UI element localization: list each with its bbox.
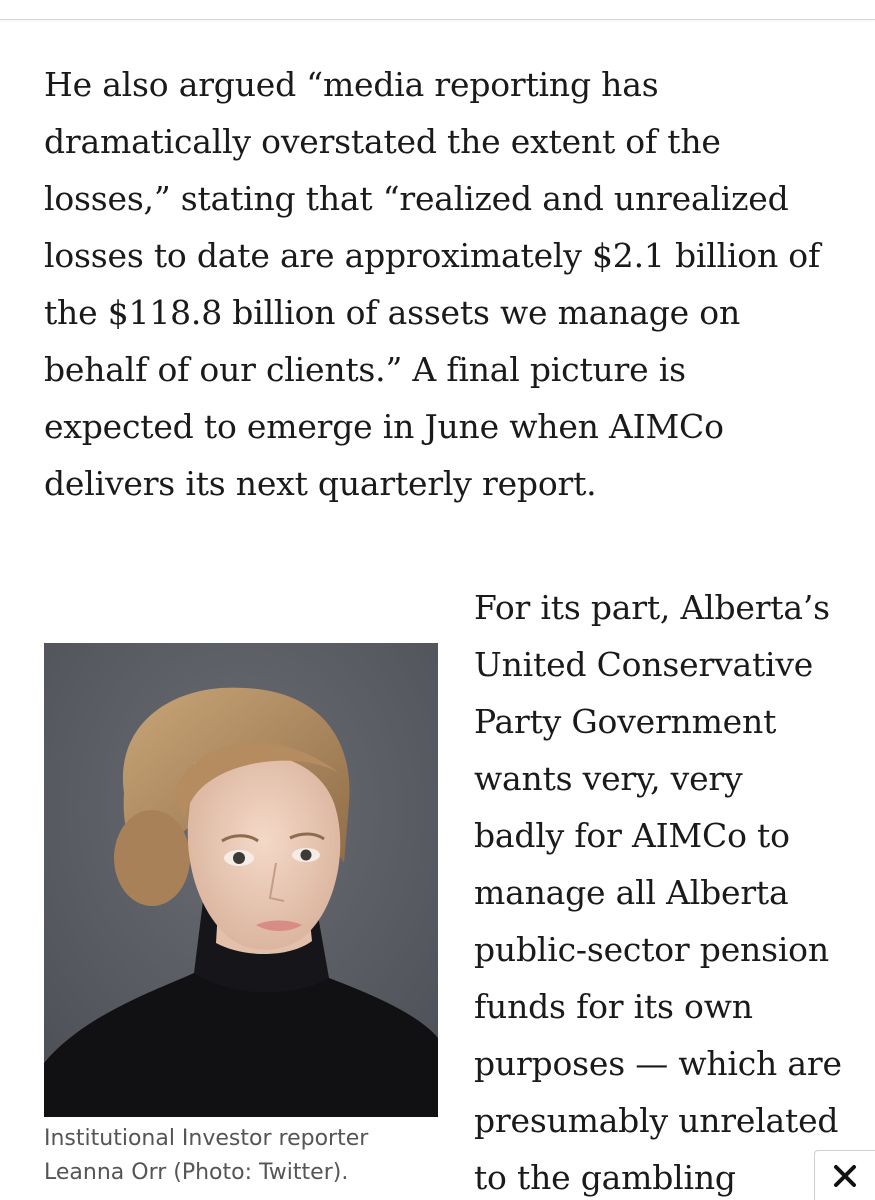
photo-caption: Institutional Investor reporter Leanna Orr (Photo: Twitter). [44,1126,369,1185]
article-side-paragraph [474,579,854,1200]
article-figure [44,643,438,1190]
text-line: public-sector pension [474,930,829,969]
close-button[interactable] [814,1150,875,1200]
text-line: to the gambling [474,1158,736,1197]
text-line: wants very, very [474,759,743,798]
text-line: badly for AIMCo to [474,816,790,855]
portrait-photo [44,643,438,1117]
text-line: purposes — which are [474,1044,842,1083]
text-line: United Conservative [474,645,814,684]
text-line: presumably unrelated [474,1101,839,1140]
close-icon [833,1164,857,1188]
top-bar-edge [0,0,875,20]
text-line: For its part, Alberta’s [474,588,830,627]
text-line: manage all Alberta [474,873,789,912]
text-line: funds for its own [474,987,753,1026]
text-line: Party Government [474,702,777,741]
article-paragraph: He also argued “media reporting has dramatically overstated the extent of the losses,” stating that “realized and unrealized losses to date are approximately $2.1 billion of the $118.8 billion of assets we manage on behalf of our clients.” A final picture is expected to emerge in June when AIMCo delivers its next quarterly report. [44,65,820,503]
